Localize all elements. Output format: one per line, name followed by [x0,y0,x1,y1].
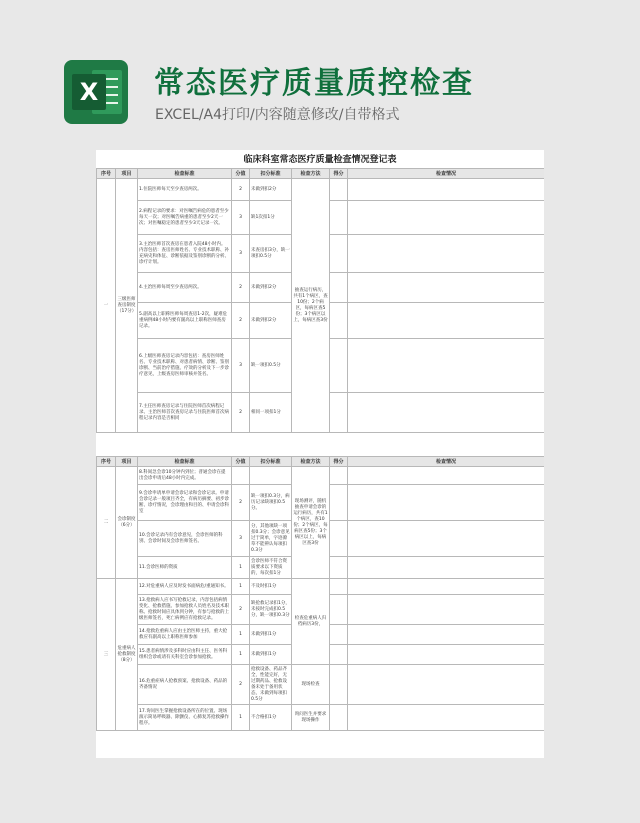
result-cell [330,201,348,235]
table-row [97,467,545,485]
score-cell: 2 [232,303,250,339]
deduct-cell: 抢救设备、药品齐全，性能完好，无过期药品、抢救设备未处于备用状态，未做到每项扣0.5分 [250,665,292,705]
notes-cell [348,579,545,595]
notes-cell [348,235,545,273]
result-cell [330,665,348,705]
header-method: 检查方法 [292,457,330,467]
result-cell [330,625,348,645]
header-notes: 检查情况 [348,457,545,467]
notes-cell [348,521,545,557]
result-cell [330,235,348,273]
score-cell: 2 [232,665,250,705]
standard-cell: 17.询问医生掌握抢救设备所在的位置、现场演示简易呼吸器、除颤仪、心肺复苏抢救操作程序。 [138,705,232,731]
page-subtitle: EXCEL/A4打印/内容随意修改/自带格式 [155,107,400,123]
standard-cell: 9.会诊申请单申请会诊记录和会诊记录。申请会诊记录一般项目齐全，有病历摘要、初步诊断、诊疗情况，会诊理由和目的、申请会诊科室 [138,485,232,521]
notes-cell [348,595,545,625]
deduct-cell: 缺1次扣1分 [250,201,292,235]
standard-cell: 1.住院医师每天至少查房两次。 [138,179,232,201]
method-cell: 询问医生并要求现场操作 [292,705,330,731]
method-cell: 现场检查 [292,665,330,705]
section-number: 二 [97,467,116,579]
deduct-cell: 未做到扣1分 [250,645,292,665]
standard-cell: 3.主治医师首次查房在患者入院48小时内。内容包括：查房医师姓名、专业技术职称、补充病史和体征、诊断依据及鉴别诊断的分析、诊疗计划。 [138,235,232,273]
score-cell: 3 [232,339,250,393]
header-notes: 检查情况 [348,169,545,179]
result-cell [330,557,348,579]
result-cell [330,645,348,665]
deduct-cell: 不合格扣1分 [250,705,292,731]
deduct-cell: 不及时扣1分 [250,579,292,595]
result-cell [330,521,348,557]
deduct-cell: 分，其他项缺一项扣0.3分；会诊意见过于简单，字迹潦草不能辨认每项扣0.3分 [250,521,292,557]
method-cell: 现场测评，随机抽查申请会诊的运行病历，共有1个病区，查10份；2个病区，每病区查5份；3个病区以上，每病区查3份 [292,467,330,579]
notes-cell [348,339,545,393]
method-cell: 检查危重病人归档病历3份， [292,579,330,665]
table-section-2-3 [96,456,544,731]
standard-cell: 10.会诊记录内有会诊意见，会诊医师的科别、会诊时间及会诊医师签名。 [138,521,232,557]
header-no: 序号 [97,169,116,179]
notes-cell [348,625,545,645]
header-item: 项目 [116,457,138,467]
header-standard: 检查标准 [138,457,232,467]
result-cell [330,339,348,393]
table-row [97,665,545,705]
standard-cell: 5.副高以上职称医师每周查房1-2次，疑难危重病例48小时内要有副高以上职称医师查房记录。 [138,303,232,339]
result-cell [330,467,348,485]
notes-cell [348,303,545,339]
header-no: 序号 [97,457,116,467]
table-header-row [97,169,545,179]
score-cell: 2 [232,393,250,433]
header-result: 得分 [330,457,348,467]
excel-logo-icon [64,60,128,124]
notes-cell [348,485,545,521]
deduct-cell: 缺一项扣0.3分，病历记录缺项扣0.5分。 [250,485,292,521]
score-cell: 3 [232,235,250,273]
notes-cell [348,557,545,579]
header-item: 项目 [116,169,138,179]
section-item: 危重病人抢救制度（8分） [116,579,138,731]
notes-cell [348,467,545,485]
table-header-row [97,457,545,467]
score-cell: 1 [232,579,250,595]
notes-cell [348,273,545,303]
score-cell: 1 [232,557,250,579]
standard-cell: 6.上级医师查房记录内容包括：查房医师姓名、专业技术职称、对患者病情、诊断、鉴别诊断、当前治疗措施、疗效的分析及下一步诊疗意见，上级查房医师审核并签名。 [138,339,232,393]
section-number: 一 [97,179,116,433]
score-cell: 2 [232,179,250,201]
table-row [97,579,545,595]
header-deduct: 扣分标准 [250,169,292,179]
result-cell [330,393,348,433]
result-cell [330,485,348,521]
table-row [97,179,545,201]
score-cell: 2 [232,485,250,521]
standard-cell: 8.科间急会诊10分钟内到位；普通会诊在提出会诊申请后48小时内完成。 [138,467,232,485]
header-result: 得分 [330,169,348,179]
standard-cell: 2.病程记录的要求：对医嘱告病危的患者至少每天一次；对医嘱告病重的患者至少2天一次；对医嘱稳定的患者至少3天记录一次。 [138,201,232,235]
result-cell [330,705,348,731]
standard-cell: 16.危重症病人抢救预案、抢救设备、药品的齐备情况 [138,665,232,705]
notes-cell [348,393,545,433]
notes-cell [348,705,545,731]
table-row [97,705,545,731]
document-preview [96,150,544,758]
page-title: 常态医疗质量质控检查 [154,66,474,101]
header-score: 分值 [232,457,250,467]
deduct-cell: 缺抢救记录扣1分，未按时完成扣0.5分，缺一项扣0.3分 [250,595,292,625]
deduct-cell: 未做到扣2分 [250,179,292,201]
deduct-cell: 会诊医师不符合资质要求以下资质的，每次扣1分 [250,557,292,579]
result-cell [330,595,348,625]
result-cell [330,303,348,339]
standard-cell: 4.主治医师每周至少查房两次。 [138,273,232,303]
result-cell [330,179,348,201]
score-cell [232,467,250,485]
standard-cell: 12.对危重病人应及时发书面病危/重通知书。 [138,579,232,595]
table-section-1 [96,168,544,433]
deduct-cell: 未查房扣3分，缺一项扣0.5分 [250,235,292,273]
result-cell [330,579,348,595]
deduct-cell: 未做到扣2分 [250,273,292,303]
score-cell: 2 [232,273,250,303]
notes-cell [348,179,545,201]
standard-cell: 7.主任医师查房记录与住院医师首次病程记录、主治医师首次查房记录与住院医师首次病程记录内容是否相同 [138,393,232,433]
deduct-cell [250,467,292,485]
deduct-cell: 缺一项扣0.5分 [250,339,292,393]
score-cell: 1 [232,705,250,731]
deduct-cell: 未做到扣2分 [250,303,292,339]
score-cell: 1 [232,625,250,645]
header-standard: 检查标准 [138,169,232,179]
section-item: 会诊制度（6分） [116,467,138,579]
score-cell: 3 [232,521,250,557]
document-title: 临床科室常态医疗质量检查情况登记表 [243,155,397,165]
notes-cell [348,665,545,705]
excel-x-letter: X [72,74,106,110]
deduct-cell: 未做到扣1分 [250,625,292,645]
standard-cell: 14.抢救危重病人应由主治医师主持，重大抢救应有副高以上职称医师参加 [138,625,232,645]
result-cell [330,273,348,303]
header-score: 分值 [232,169,250,179]
score-cell: 2 [232,595,250,625]
notes-cell [348,201,545,235]
standard-cell: 13.抢救病人应书写抢救记录，内容包括病情变化、抢救措施、参加抢救人员姓名及技术职称。抢救时间应具体到分钟，有参与抢救的上级医师签名，死亡病例应有抢救记录。 [138,595,232,625]
notes-cell [348,645,545,665]
section-item: 三级医师查房制度（17分） [116,179,138,433]
method-cell: 抽查运行病历，共有1个病区，查10份；2个病区，每病区查5份；3个病区以上，每病区查3份 [292,179,330,433]
standard-cell: 15.患者病情涉及多科时应由科主任、医务科组织会诊或请有关科室会诊参加抢救。 [138,645,232,665]
header-method: 检查方法 [292,169,330,179]
deduct-cell: 相同一项扣1分 [250,393,292,433]
score-cell: 3 [232,201,250,235]
header-deduct: 扣分标准 [250,457,292,467]
standard-cell: 11.会诊医师的资质 [138,557,232,579]
section-number: 三 [97,579,116,731]
score-cell: 1 [232,645,250,665]
